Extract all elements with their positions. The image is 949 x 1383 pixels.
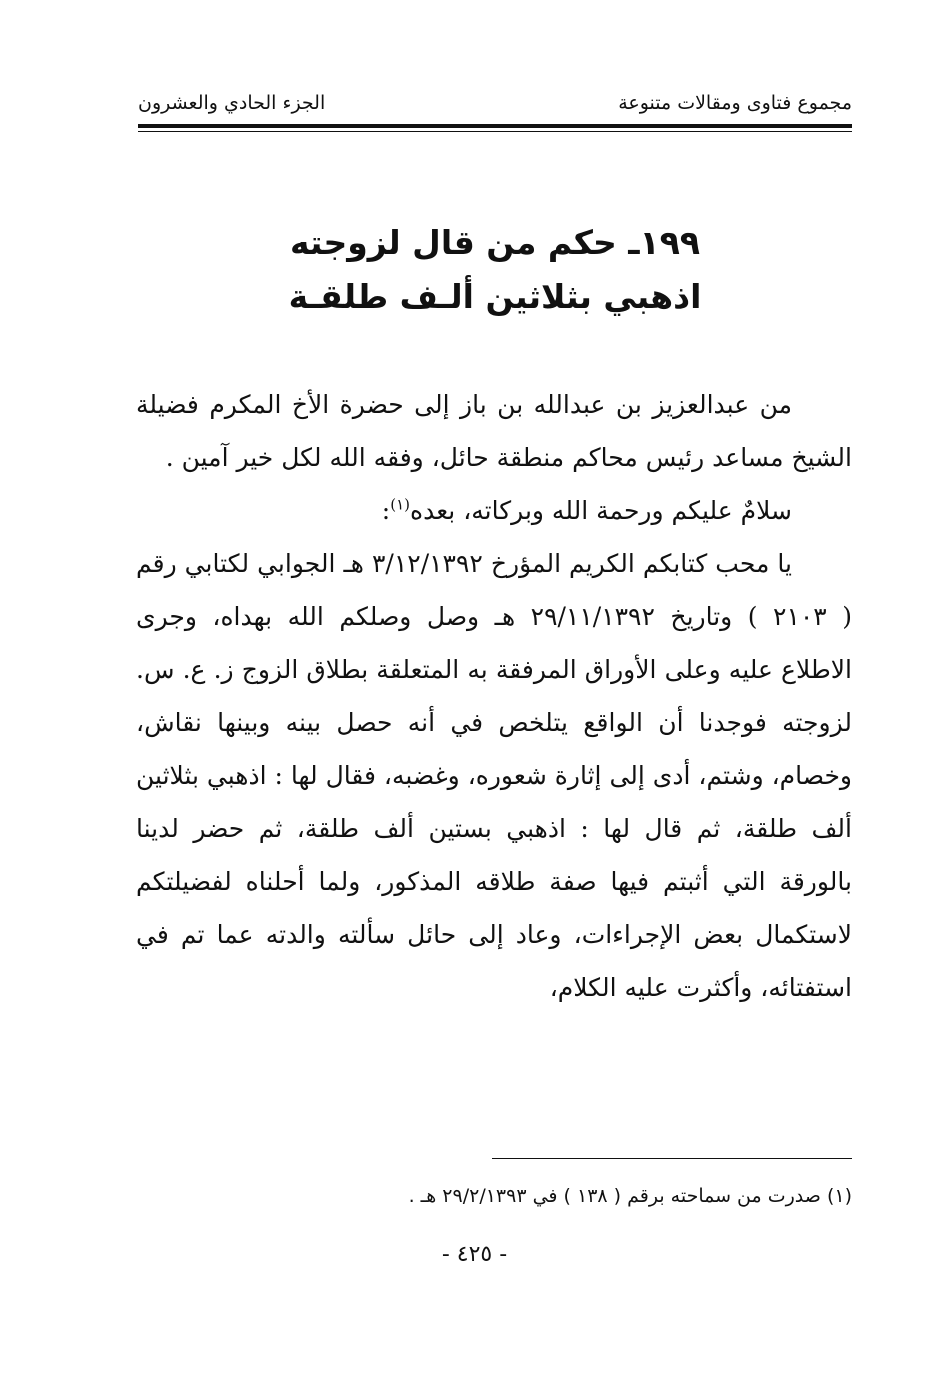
footnote-reference: (١): [390, 495, 411, 514]
book-title: مجموع فتاوى ومقالات متنوعة: [618, 92, 852, 114]
title-line-1: ١٩٩ـ حكم من قال لزوجته: [290, 223, 700, 262]
page-number: - ٤٢٥ -: [441, 1242, 508, 1267]
header-rule-thin: [138, 131, 852, 132]
body-text: [136, 378, 852, 1014]
salutation-text: سلامٌ عليكم ورحمة الله وبركاته، بعده: [410, 496, 792, 525]
footnote: (١) صدرت من سماحته برقم ( ١٣٨ ) في ٢٩/٢/١٣٩٣ هـ .: [408, 1185, 852, 1207]
fatwa-title: [138, 216, 852, 324]
opening-paragraph: من عبدالعزيز بن عبدالله بن باز إلى حضرة الأخ المكرم فضيلة الشيخ مساعد رئيس محاكم منطقة حائل، وفقه الله لكل خير آمين .: [136, 390, 852, 472]
footnote-rule: [492, 1158, 852, 1159]
title-line-2: اذهبي بثلاثين ألـف طلقـة: [288, 277, 702, 316]
salutation-colon: :: [381, 496, 391, 525]
volume-title: الجزء الحادي والعشرون: [138, 92, 326, 114]
header-rule-thick: [138, 124, 852, 128]
main-paragraph: يا محب كتابكم الكريم المؤرخ ٣/١٢/١٣٩٢ هـ الجوابي لكتابي رقم ( ٢١٠٣ ) وتاريخ ٢٩/١١/١٣٩٢ هـ وصل وصلكم الله بهداه، وجرى الاطلاع عليه وعلى الأوراق المرفقة به المتعلقة بطلاق الزوج ز. ع. س. لزوجته فوجدنا أن الواقع يتلخص في أنه حصل بينه وبينها نقاش، وخصام، وشتم، أدى إلى إثارة شعوره، وغضبه، فقال لها : اذهبي بثلاثين ألف طلقة، ثم قال لها : اذهبي بستين ألف طلقة، ثم حضر لدينا بالورقة التي أثبتم فيها صفة طلاقه المذكور، ولما أحلناه لفضيلتكم لاستكمال بعض الإجراءات، وعاد إلى حائل سألته والدته عما تم في استفتائه، وأكثرت عليه الكلام،: [136, 549, 852, 1002]
salutation-paragraph: [136, 484, 852, 537]
